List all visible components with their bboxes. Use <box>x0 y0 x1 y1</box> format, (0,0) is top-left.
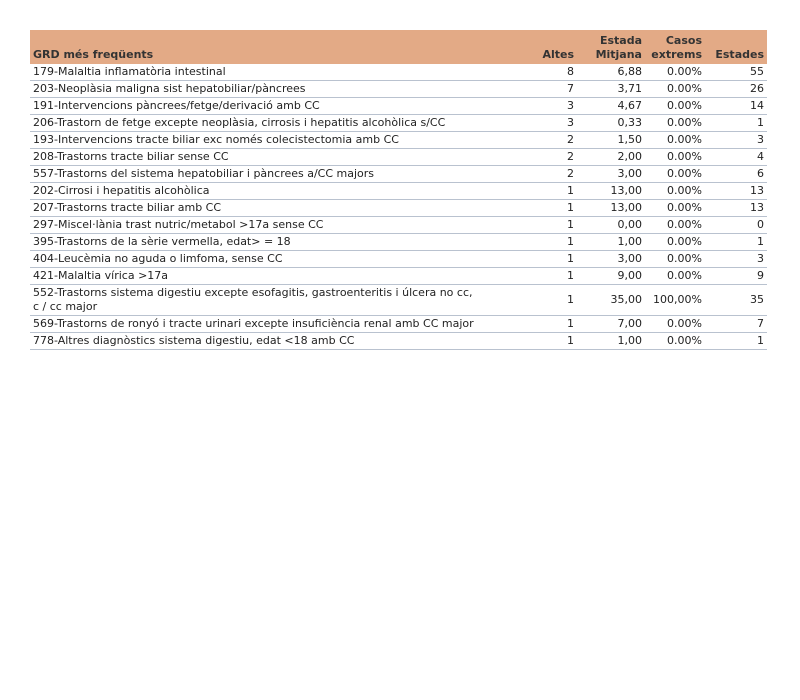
row-altes: 1 <box>485 251 577 268</box>
row-grd-name: 208-Trastorns tracte biliar sense CC <box>30 149 485 166</box>
row-estada-mitjana: 2,00 <box>577 149 645 166</box>
row-casos-extrems: 0.00% <box>645 333 705 350</box>
row-altes: 1 <box>485 234 577 251</box>
row-grd-name: 207-Trastorns tracte biliar amb CC <box>30 200 485 217</box>
table-row <box>30 285 767 316</box>
row-estada-mitjana: 13,00 <box>577 200 645 217</box>
row-altes: 1 <box>485 285 577 316</box>
row-grd-name: 191-Intervencions pàncrees/fetge/derivació amb CC <box>30 98 485 115</box>
table-row <box>30 251 767 268</box>
table-row <box>30 333 767 350</box>
table-row <box>30 234 767 251</box>
row-estades: 55 <box>705 64 767 81</box>
row-estada-mitjana: 1,50 <box>577 132 645 149</box>
table-row <box>30 316 767 333</box>
row-grd-name: 297-Miscel·lània trast nutric/metabol >17a sense CC <box>30 217 485 234</box>
row-grd-name: 203-Neoplàsia maligna sist hepatobiliar/pàncrees <box>30 81 485 98</box>
row-altes: 1 <box>485 217 577 234</box>
table-row <box>30 217 767 234</box>
row-altes: 1 <box>485 316 577 333</box>
row-estades: 9 <box>705 268 767 285</box>
header-row <box>30 30 767 64</box>
row-estades: 6 <box>705 166 767 183</box>
row-estada-mitjana: 35,00 <box>577 285 645 316</box>
row-estada-mitjana: 13,00 <box>577 183 645 200</box>
row-estades: 13 <box>705 183 767 200</box>
row-estades: 13 <box>705 200 767 217</box>
row-altes: 2 <box>485 166 577 183</box>
row-estades: 14 <box>705 98 767 115</box>
grd-table <box>30 30 767 350</box>
row-grd-name: 179-Malaltia inflamatòria intestinal <box>30 64 485 81</box>
header-casos-extrems <box>645 30 705 64</box>
row-grd-name: 193-Intervencions tracte biliar exc només colecistectomia amb CC <box>30 132 485 149</box>
row-casos-extrems: 0.00% <box>645 316 705 333</box>
table-row <box>30 183 767 200</box>
row-altes: 3 <box>485 115 577 132</box>
row-estada-mitjana: 3,00 <box>577 166 645 183</box>
row-altes: 2 <box>485 132 577 149</box>
table-row <box>30 115 767 132</box>
table-row <box>30 81 767 98</box>
header-estades: Estades <box>705 30 767 64</box>
row-grd-name: 202-Cirrosi i hepatitis alcohòlica <box>30 183 485 200</box>
row-estada-mitjana: 9,00 <box>577 268 645 285</box>
table-header <box>30 30 767 64</box>
row-estada-mitjana: 0,00 <box>577 217 645 234</box>
row-grd-name: 206-Trastorn de fetge excepte neoplàsia, cirrosis i hepatitis alcohòlica s/CC <box>30 115 485 132</box>
header-casos-line1: Casos <box>665 34 702 47</box>
row-casos-extrems: 0.00% <box>645 234 705 251</box>
row-casos-extrems: 0.00% <box>645 268 705 285</box>
table-row <box>30 268 767 285</box>
row-grd-name: 421-Malaltia vírica >17a <box>30 268 485 285</box>
header-altes: Altes <box>485 30 577 64</box>
header-grd: GRD més freqüents <box>30 30 485 64</box>
table-row <box>30 64 767 81</box>
row-casos-extrems: 0.00% <box>645 81 705 98</box>
row-casos-extrems: 0.00% <box>645 98 705 115</box>
row-estada-mitjana: 1,00 <box>577 333 645 350</box>
row-casos-extrems: 0.00% <box>645 149 705 166</box>
row-grd-name: 569-Trastorns de ronyó i tracte urinari excepte insuficiència renal amb CC major <box>30 316 485 333</box>
row-estades: 3 <box>705 251 767 268</box>
row-altes: 1 <box>485 268 577 285</box>
row-estades: 26 <box>705 81 767 98</box>
row-casos-extrems: 100,00% <box>645 285 705 316</box>
row-altes: 2 <box>485 149 577 166</box>
row-altes: 8 <box>485 64 577 81</box>
row-grd-name: 778-Altres diagnòstics sistema digestiu, edat <18 amb CC <box>30 333 485 350</box>
row-altes: 1 <box>485 200 577 217</box>
row-grd-name: 552-Trastorns sistema digestiu excepte esofagitis, gastroenteritis i úlcera no cc, c / cc major <box>30 285 485 316</box>
row-altes: 1 <box>485 183 577 200</box>
header-estada-line2: Mitjana <box>595 48 642 61</box>
row-casos-extrems: 0.00% <box>645 166 705 183</box>
row-estada-mitjana: 3,00 <box>577 251 645 268</box>
row-estades: 1 <box>705 333 767 350</box>
row-altes: 1 <box>485 333 577 350</box>
row-casos-extrems: 0.00% <box>645 183 705 200</box>
row-casos-extrems: 0.00% <box>645 115 705 132</box>
row-estades: 4 <box>705 149 767 166</box>
header-estada-line1: Estada <box>599 34 642 47</box>
table-row <box>30 166 767 183</box>
row-estada-mitjana: 4,67 <box>577 98 645 115</box>
row-casos-extrems: 0.00% <box>645 64 705 81</box>
header-casos-line2: extrems <box>651 48 702 61</box>
row-casos-extrems: 0.00% <box>645 251 705 268</box>
row-casos-extrems: 0.00% <box>645 200 705 217</box>
row-grd-name: 395-Trastorns de la sèrie vermella, edat> = 18 <box>30 234 485 251</box>
table-row <box>30 98 767 115</box>
row-estada-mitjana: 1,00 <box>577 234 645 251</box>
row-estada-mitjana: 0,33 <box>577 115 645 132</box>
row-estades: 1 <box>705 115 767 132</box>
row-altes: 7 <box>485 81 577 98</box>
row-estades: 3 <box>705 132 767 149</box>
row-estada-mitjana: 7,00 <box>577 316 645 333</box>
row-estades: 1 <box>705 234 767 251</box>
row-grd-name: 404-Leucèmia no aguda o limfoma, sense CC <box>30 251 485 268</box>
row-estades: 35 <box>705 285 767 316</box>
row-estada-mitjana: 3,71 <box>577 81 645 98</box>
row-casos-extrems: 0.00% <box>645 132 705 149</box>
row-estada-mitjana: 6,88 <box>577 64 645 81</box>
grd-table-container <box>30 30 767 350</box>
row-altes: 3 <box>485 98 577 115</box>
table-row <box>30 200 767 217</box>
table-body <box>30 64 767 350</box>
row-estades: 0 <box>705 217 767 234</box>
row-estades: 7 <box>705 316 767 333</box>
table-row <box>30 132 767 149</box>
row-grd-name: 557-Trastorns del sistema hepatobiliar i pàncrees a/CC majors <box>30 166 485 183</box>
table-row <box>30 149 767 166</box>
row-casos-extrems: 0.00% <box>645 217 705 234</box>
header-estada-mitjana <box>577 30 645 64</box>
